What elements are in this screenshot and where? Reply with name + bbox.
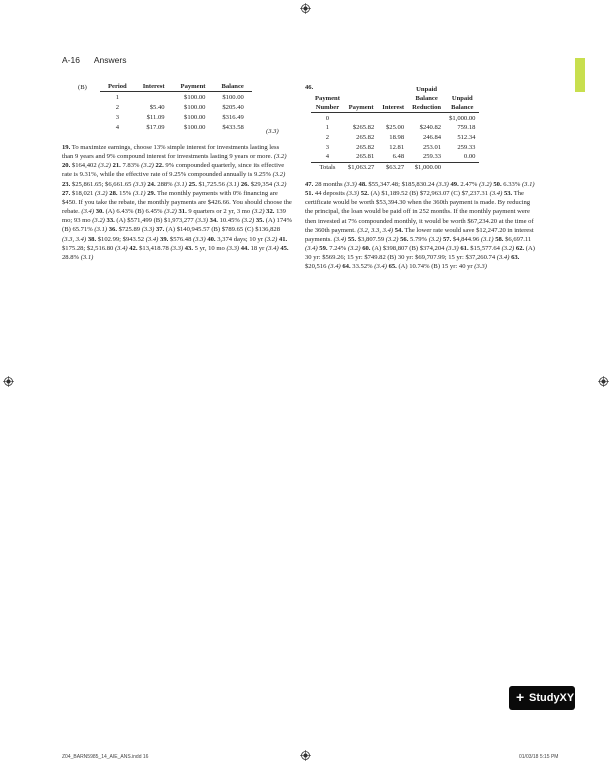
table-cell: 4: [115, 124, 119, 132]
table-row: 4 265.81 6.48 259.33 0.00: [325, 153, 476, 161]
section-reference: (3.2): [141, 162, 154, 170]
table-cell: $205.40: [222, 103, 244, 111]
problem-number: 25.: [188, 180, 197, 188]
registration-mark-left: [3, 376, 14, 387]
problem-number: 41.: [278, 235, 288, 243]
problem-number: 39.: [160, 235, 169, 243]
answer-text: The monthly payments with 0% financing are $450. If you take the rebate, the monthly payments are $426.66. You should choose the rebate.: [62, 189, 292, 216]
table-cell: $100.00: [184, 124, 206, 132]
column-header: Balance: [213, 82, 251, 92]
column-header: Unpaid Balance Reduction: [408, 86, 445, 113]
problem-number: 52.: [360, 190, 369, 198]
answers-left-column: [62, 143, 292, 262]
page-header: [62, 55, 138, 65]
section-reference: (3.3, 3.4): [62, 235, 87, 243]
table-row: [100, 112, 252, 122]
answer-text: (A) $571,499 (B) $1,973,277: [114, 217, 196, 225]
section-reference: (3.4): [496, 254, 510, 262]
totals-row: Totals $1,063.27 $63.27 $1,000.00: [311, 162, 479, 172]
problem-number: 44.: [240, 244, 249, 252]
section-reference: (3.2): [98, 162, 111, 170]
section-reference: (3.2): [94, 189, 108, 197]
answer-text: $29,354: [249, 180, 274, 188]
problem-number: 38.: [87, 235, 97, 243]
table-cell: $100.00: [222, 93, 244, 101]
answer-text: $6,697.11: [503, 235, 532, 243]
table-row: [100, 102, 252, 112]
table-cell: $433.58: [222, 124, 244, 132]
problem-number: 58.: [495, 235, 504, 243]
answer-text: $20,516: [305, 263, 329, 271]
section-reference: (3.1): [94, 226, 108, 234]
answer-text: (A) $140,945.57 (B) $789.65 (C) $136,828: [164, 226, 280, 234]
section-reference: (3.4): [266, 244, 279, 252]
answer-text: (A) 30 yr: $569.26; 15 yr: $749.82 (B) 30 yr: $69,707.99; 15 yr: $37,260.74: [305, 245, 535, 262]
problem-number: 61.: [460, 245, 469, 253]
column-header: Interest: [135, 82, 173, 92]
section-reference: (3.1): [226, 180, 240, 188]
problem-number: 23.: [62, 180, 71, 188]
answer-text: $1,725.56: [196, 180, 227, 188]
section-reference: (3.4): [81, 208, 95, 216]
table-b-grid: [100, 82, 252, 133]
problem-number: 59.: [319, 245, 328, 253]
answer-text: $15,577.64: [468, 245, 502, 253]
answer-text: 288%: [155, 180, 175, 188]
table-cell: 1: [115, 93, 119, 101]
registration-mark-top: [300, 3, 311, 14]
problem-number: 26.: [240, 180, 250, 188]
section-reference: (3.3): [474, 263, 487, 271]
problem-number: 19.: [62, 144, 71, 151]
answer-text: 18 yr: [248, 244, 267, 252]
problem-number: 65.: [388, 263, 397, 271]
section-reference: (3.3): [193, 235, 206, 243]
problem-number: 32.: [266, 208, 275, 216]
section-reference: (3.2): [92, 217, 105, 225]
answer-text: (A) 174% (B) 65.71%: [62, 217, 292, 234]
problem-number: 62.: [515, 245, 525, 253]
section-reference: (3.2): [347, 245, 361, 253]
section-reference: (3.1): [480, 235, 494, 243]
column-header: Period: [100, 82, 135, 92]
section-reference: (3.4): [145, 235, 159, 243]
section-reference: (3.4): [374, 263, 387, 271]
section-reference: (3.2): [164, 208, 177, 216]
section-reference: (3.2): [251, 208, 265, 216]
section-reference: (3.1): [132, 189, 146, 197]
section-reference: (3.2): [428, 235, 442, 243]
answer-text: 44 deposits: [313, 190, 347, 198]
table-row: 1 $265.82 $25.00 $240.82 759.18: [325, 124, 476, 132]
section-reference: (3.3): [346, 190, 360, 198]
table-cell: $100.00: [184, 113, 206, 121]
answer-text: (A) $398,807 (B) $374,204: [370, 245, 447, 253]
answer-text: $55,347.48; $185,830.24: [366, 181, 437, 188]
table-cell: $5.40: [149, 103, 165, 111]
table-cell: $316.49: [222, 113, 244, 121]
answer-text: (A) 6.43% (B) 6.45%: [103, 208, 165, 216]
answer-text: $25,861.65; $6,661.65: [70, 180, 134, 188]
section-reference: (3.3): [141, 226, 155, 234]
section-reference: (3.3): [344, 181, 357, 188]
problem-number: 27.: [62, 189, 71, 197]
problem-number: 53.: [503, 190, 513, 198]
problem-number: 31.: [178, 208, 187, 216]
problem-number: 47.: [305, 181, 314, 188]
section-reference: (3.1): [174, 180, 187, 188]
table-cell: $100.00: [184, 103, 206, 111]
problem-number: 33.: [106, 217, 115, 225]
problem-number: 60.: [362, 245, 371, 253]
answer-text: $175.28; $2,516.80: [62, 244, 115, 252]
answer-text: 139 mo; 93 mo: [62, 208, 286, 225]
answer-text: The lower rate would save $12,247.20 in interest payments.: [305, 226, 534, 243]
answer-text: $102.99; $943.52: [96, 235, 146, 243]
problem-number: 43.: [184, 244, 193, 252]
problem-number: 48.: [358, 181, 367, 188]
section-reference: (3.3): [195, 217, 209, 225]
section-reference: (3.2): [241, 217, 255, 225]
problem-number: 29.: [147, 189, 156, 197]
section-reference: (3.4): [114, 244, 128, 252]
table-cell: [135, 92, 173, 103]
problem-number: 37.: [156, 226, 165, 234]
answer-text: 7.24%: [327, 245, 348, 253]
answer-text: $164,402: [70, 162, 99, 170]
section-reference: (3.3): [226, 244, 240, 252]
column-header: Interest: [378, 86, 408, 113]
section-reference: (3.3): [133, 180, 146, 188]
problem-number: 40.: [207, 235, 216, 243]
table-row: [100, 123, 252, 133]
column-header: Payment: [344, 86, 378, 113]
footer-file: Z04_BARN5985_14_AIE_ANS.indd 16: [62, 754, 149, 760]
column-header: Payment: [173, 82, 214, 92]
answer-text: To maximize earnings, choose 13% simple interest for investments lasting less than 9 years and 9% compound interest for investments lasting 9 years or more.: [62, 144, 280, 161]
answer-text: $725.89: [116, 226, 142, 234]
answer-text: 7.83%: [120, 162, 142, 170]
section-reference: (3.4): [333, 235, 347, 243]
answer-text: 33.52%: [350, 263, 375, 271]
section-reference: (3.2): [272, 171, 286, 179]
table-cell: 2: [115, 103, 119, 111]
problem-number: 30.: [95, 208, 104, 216]
studyxy-logo: [509, 686, 575, 710]
table-row: 3 265.82 12.81 253.01 259.33: [325, 143, 476, 151]
problem-number: 50.: [493, 181, 502, 188]
problem-number: 51.: [305, 190, 314, 198]
amortization-table: [311, 86, 479, 172]
section-reference: (3.3): [170, 244, 184, 252]
section-reference: (3.2): [385, 235, 399, 243]
problem-number: 20.: [62, 162, 71, 170]
table-row: 0 $1,000.00: [325, 114, 476, 122]
table-row: 2 265.82 18.98 246.84 512.34: [325, 134, 476, 142]
answer-text: 6.33%: [501, 181, 522, 188]
answer-text: 28.8%: [62, 253, 81, 261]
section-reference: (3.2, 3.3, 3.4): [357, 226, 394, 234]
problem-number: 45.: [280, 244, 289, 252]
problem-number: 35.: [255, 217, 265, 225]
footer-timestamp: 01/03/18 5:15 PM: [519, 754, 559, 760]
registration-mark-bottom: [300, 750, 311, 761]
problem-number: 28.: [109, 189, 118, 197]
problem-number: 56.: [400, 235, 409, 243]
answer-text: 9% compounded quarterly, since its effective rate is 9.31%, while the effective rate of 9.25% compounded annually is 9.25%: [62, 162, 285, 179]
problem-number: 54.: [394, 226, 403, 234]
logo-text: StudyXY: [529, 692, 575, 704]
problem-number: 21.: [112, 162, 121, 170]
problem-number: 36.: [108, 226, 117, 234]
section-title: Answers: [93, 55, 127, 65]
section-reference: (3.2): [273, 180, 287, 188]
answer-text: $18,021: [70, 189, 95, 197]
registration-mark-right: [598, 376, 609, 387]
section-reference: (3.3): [266, 128, 279, 135]
column-header: Unpaid Balance: [445, 86, 479, 113]
table-cell: 3: [115, 113, 119, 121]
problem-number: 57.: [442, 235, 452, 243]
section-reference: (3.2): [264, 235, 278, 243]
answer-text: 3,374 days; 10 yr: [215, 235, 265, 243]
section-reference: (3.4): [305, 245, 318, 253]
section-reference: (3.3): [446, 245, 459, 253]
problem-number: 46.: [305, 84, 314, 91]
problem-number: 63.: [511, 254, 520, 262]
table-cell: $100.00: [184, 93, 206, 101]
table-b-label: (B): [78, 84, 87, 91]
problem-number: 49.: [450, 181, 459, 188]
answer-text: 2.47%: [458, 181, 480, 188]
section-reference: (3.2): [501, 245, 515, 253]
answer-text: $576.48: [168, 235, 194, 243]
section-reference: (3.3): [436, 181, 449, 188]
problem-number: 42.: [129, 244, 138, 252]
answer-text: 5.79%: [408, 235, 429, 243]
answer-text: $4,844.96: [451, 235, 481, 243]
section-reference: (3.1): [80, 253, 94, 261]
answer-text: 5 yr, 10 mo: [193, 244, 227, 252]
table-row: [100, 92, 252, 103]
answer-text: (A) 10.74% (B) 15 yr: 40 yr: [396, 263, 475, 271]
table-cell: $11.09: [146, 113, 165, 121]
answer-text: 10.45%: [217, 217, 242, 225]
plus-icon: +: [516, 689, 525, 705]
answer-text: (A) $1,189.52 (B) $72,963.07 (C) $7,237.31: [368, 190, 490, 198]
section-reference: (3.1): [521, 181, 535, 188]
section-reference: (3.2): [273, 153, 287, 161]
problem-number: 34.: [209, 217, 218, 225]
problem-number: 55.: [347, 235, 357, 243]
page-number: A-16: [62, 55, 80, 65]
answer-text: 28 months: [313, 181, 345, 188]
problem-number: 24.: [147, 180, 156, 188]
problem-number: 64.: [342, 263, 351, 271]
section-reference: (3.4): [328, 263, 341, 271]
answer-text: $3,807.59: [356, 235, 386, 243]
answer-text: 9 quarters or 2 yr, 3 mo: [186, 208, 252, 216]
table-cell: $17.09: [146, 124, 165, 132]
answers-right-column: [305, 180, 537, 272]
column-header: Payment Number: [311, 86, 344, 113]
answer-text: The certificate would be worth $53,394.30 when the 360th payment is made. By reducing the principal, the loan would be paid off in 252 months. If the monthly payment were then invested at 7% compounded monthly, it would be worth $67,234.20 at the time of the 360th payment.: [305, 190, 534, 234]
answer-text: $13,418.78: [137, 244, 171, 252]
section-reference: (3.4): [489, 190, 503, 198]
answer-text: 15%: [117, 189, 133, 197]
chapter-tab-marker: [575, 58, 585, 92]
section-reference: (3.2): [479, 181, 492, 188]
problem-number: 22.: [155, 162, 164, 170]
